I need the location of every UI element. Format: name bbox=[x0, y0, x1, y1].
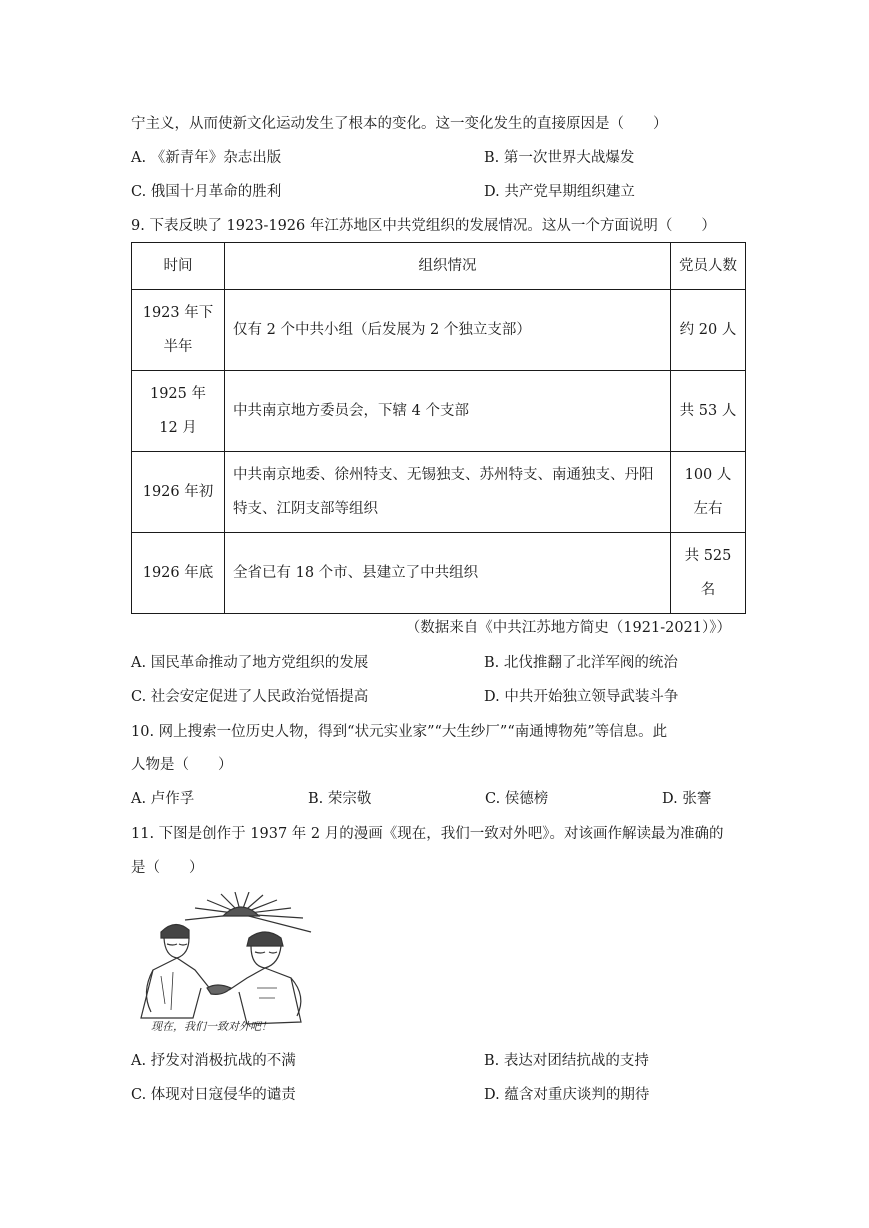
sun-rays-icon bbox=[185, 892, 311, 932]
q11-option-a[interactable]: A. 抒发对消极抗战的不满 bbox=[131, 1053, 296, 1069]
q8-stem-continuation: 宁主义，从而使新文化运动发生了根本的变化。这一变化发生的直接原因是（ ） bbox=[131, 116, 668, 132]
q10-option-b[interactable]: B. 荣宗敬 bbox=[308, 791, 372, 807]
table-header-organization: 组织情况 bbox=[225, 243, 671, 290]
q11-stem-line-2: 是（ ） bbox=[131, 860, 204, 876]
right-soldier-figure bbox=[229, 932, 301, 1024]
cartoon-caption: 现在，我们一致对外吧！ bbox=[151, 1020, 272, 1033]
q11-options-row-1 bbox=[131, 1049, 746, 1071]
q9-option-d[interactable]: D. 中共开始独立领导武装斗争 bbox=[484, 689, 679, 705]
q8-option-d[interactable]: D. 共产党早期组织建立 bbox=[484, 184, 635, 200]
left-soldier-figure bbox=[141, 924, 211, 1018]
q10-stem-line-1: 10. 网上搜索一位历史人物，得到“状元实业家”“大生纱厂”“南通博物苑”等信息。此 bbox=[131, 724, 668, 740]
q10-option-a[interactable]: A. 卢作孚 bbox=[131, 791, 195, 807]
q9-options-row-2 bbox=[131, 685, 746, 707]
table-cell-members: 共 525 名 bbox=[671, 533, 746, 614]
table-header-row bbox=[132, 243, 746, 290]
q9-stem: 9. 下表反映了 1923-1926 年江苏地区中共党组织的发展情况。这从一个方面说明（ ） bbox=[131, 218, 716, 234]
handshake-cartoon bbox=[131, 892, 317, 1034]
table-cell-organization: 中共南京地方委员会，下辖 4 个支部 bbox=[225, 371, 671, 452]
table-row bbox=[132, 452, 746, 533]
table-row bbox=[132, 371, 746, 452]
table-header-time: 时间 bbox=[132, 243, 225, 290]
table-cell-time: 1926 年底 bbox=[132, 533, 225, 614]
q8-option-b[interactable]: B. 第一次世界大战爆发 bbox=[484, 150, 635, 166]
q9-option-b[interactable]: B. 北伐推翻了北洋军阀的统治 bbox=[484, 655, 678, 671]
q10-options-row bbox=[131, 787, 746, 809]
table-cell-time: 1925 年 12 月 bbox=[132, 371, 225, 452]
q10-stem-line-2: 人物是（ ） bbox=[131, 757, 233, 773]
table-cell-time: 1923 年下半年 bbox=[132, 290, 225, 371]
table-cell-organization: 全省已有 18 个市、县建立了中共组织 bbox=[225, 533, 671, 614]
table-cell-time: 1926 年初 bbox=[132, 452, 225, 533]
table-cell-members: 约 20 人 bbox=[671, 290, 746, 371]
table-cell-members: 100 人左右 bbox=[671, 452, 746, 533]
q9-option-a[interactable]: A. 国民革命推动了地方党组织的发展 bbox=[131, 655, 369, 671]
table-cell-organization: 中共南京地委、徐州特支、无锡独支、苏州特支、南通独支、丹阳特支、江阴支部等组织 bbox=[225, 452, 671, 533]
q11-option-b[interactable]: B. 表达对团结抗战的支持 bbox=[484, 1053, 649, 1069]
table-row bbox=[132, 290, 746, 371]
q10-option-d[interactable]: D. 张謇 bbox=[662, 791, 712, 807]
q11-stem-line-1: 11. 下图是创作于 1937 年 2 月的漫画《现在，我们一致对外吧》。对该画作解读最为准确的 bbox=[131, 826, 724, 842]
q10-option-c[interactable]: C. 侯德榜 bbox=[485, 791, 549, 807]
q9-option-c[interactable]: C. 社会安定促进了人民政治觉悟提高 bbox=[131, 689, 369, 705]
q8-option-a[interactable]: A. 《新青年》杂志出版 bbox=[131, 150, 282, 166]
q8-options-row-1 bbox=[131, 146, 746, 168]
table-cell-organization: 仅有 2 个中共小组（后发展为 2 个独立支部） bbox=[225, 290, 671, 371]
q9-data-table bbox=[131, 242, 746, 614]
handshake-icon bbox=[207, 985, 231, 994]
table-header-members: 党员人数 bbox=[671, 243, 746, 290]
table-cell-members: 共 53 人 bbox=[671, 371, 746, 452]
q9-table-source: （数据来自《中共江苏地方简史（1921-2021）》） bbox=[405, 620, 731, 636]
q11-options-row-2 bbox=[131, 1083, 746, 1105]
q8-option-c[interactable]: C. 俄国十月革命的胜利 bbox=[131, 184, 282, 200]
q9-options-row-1 bbox=[131, 651, 746, 673]
table-row bbox=[132, 533, 746, 614]
q11-option-d[interactable]: D. 蕴含对重庆谈判的期待 bbox=[484, 1087, 650, 1103]
q11-option-c[interactable]: C. 体现对日寇侵华的谴责 bbox=[131, 1087, 296, 1103]
q8-options-row-2 bbox=[131, 180, 746, 202]
